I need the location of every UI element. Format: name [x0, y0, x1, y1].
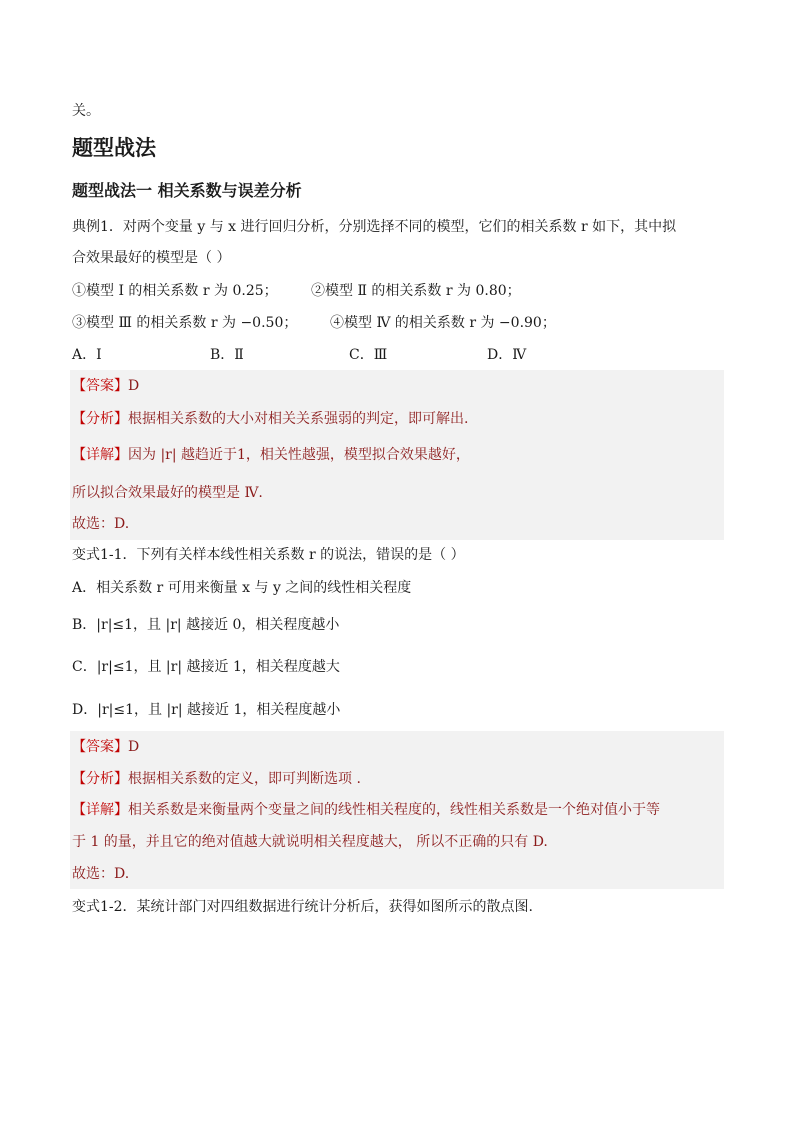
- variant1-stem: 变式1-1．下列有关样本线性相关系数 r 的说法，错误的是（ ）: [72, 547, 465, 563]
- answer-value: D: [128, 378, 140, 394]
- example1-condition-3: ③模型 Ⅲ 的相关系数 r 为 −0.50；: [72, 315, 298, 331]
- example1-condition-1: ①模型 Ⅰ 的相关系数 r 为 0.25；: [72, 283, 278, 299]
- example1-detail-line1: [72, 446, 470, 464]
- example1-option-a: A．Ⅰ: [72, 347, 102, 363]
- variant1-option-b: B．|r|≤1，且 |r| 越接近 0，相关程度越小: [72, 617, 340, 633]
- example1-stem-line1: 典例1．对两个变量 y 与 x 进行回归分析，分别选择不同的模型，它们的相关系数 r 如下，其中拟: [72, 219, 677, 235]
- example1-stem-line2: 合效果最好的模型是（ ）: [72, 250, 231, 266]
- example1-option-b: B．Ⅱ: [210, 347, 244, 363]
- answer-tag: 【答案】: [72, 378, 128, 394]
- variant1-option-a: A．相关系数 r 可用来衡量 x 与 y 之间的线性相关程度: [72, 580, 412, 596]
- answer-value: D: [128, 739, 140, 755]
- example1-detail-line2: 所以拟合效果最好的模型是 Ⅳ.: [72, 485, 263, 501]
- example1-condition-4: ④模型 Ⅳ 的相关系数 r 为 −0.90；: [330, 315, 556, 331]
- variant1-option-c: C．|r|≤1，且 |r| 越接近 1，相关程度越大: [72, 659, 340, 675]
- example1-analysis: [72, 410, 468, 428]
- variant1-answer: [72, 738, 139, 756]
- answer-tag: 【答案】: [72, 739, 128, 755]
- example1-condition-2: ②模型 Ⅱ 的相关系数 r 为 0.80；: [311, 283, 521, 299]
- detail-tag: 【详解】: [72, 802, 128, 818]
- section-title: 题型战法: [72, 136, 156, 160]
- example1-answer: [72, 377, 139, 395]
- variant2-stem: 变式1-2．某统计部门对四组数据进行统计分析后，获得如图所示的散点图.: [72, 899, 533, 915]
- variant1-conclusion: 故选：D.: [72, 866, 130, 882]
- subsection-title: 题型战法一 相关系数与误差分析: [72, 181, 302, 200]
- analysis-tag: 【分析】: [72, 411, 128, 427]
- analysis-text: 根据相关系数的定义，即可判断选项 .: [128, 771, 361, 787]
- detail-text: 相关系数是来衡量两个变量之间的线性相关程度的，线性相关系数是一个绝对值小于等: [128, 802, 660, 818]
- example1-conclusion: 故选：D.: [72, 516, 130, 532]
- detail-tag: 【详解】: [72, 447, 128, 463]
- example1-option-c: C．Ⅲ: [349, 347, 388, 363]
- variant1-analysis: [72, 770, 361, 788]
- variant1-detail-line1: [72, 801, 660, 819]
- variant1-detail-line2: 于 1 的量，并且它的绝对值越大就说明相关程度越大， 所以不正确的只有 D.: [72, 834, 548, 850]
- variant1-option-d: D．|r|≤1，且 |r| 越接近 1，相关程度越小: [72, 702, 341, 718]
- analysis-text: 根据相关系数的大小对相关关系强弱的判定，即可解出.: [128, 411, 469, 427]
- detail-text: 因为 |r| 越趋近于1，相关性越强，模型拟合效果越好，: [128, 447, 470, 463]
- analysis-tag: 【分析】: [72, 771, 128, 787]
- example1-option-d: D．Ⅳ: [487, 347, 527, 363]
- text-fragment: 关。: [72, 103, 100, 119]
